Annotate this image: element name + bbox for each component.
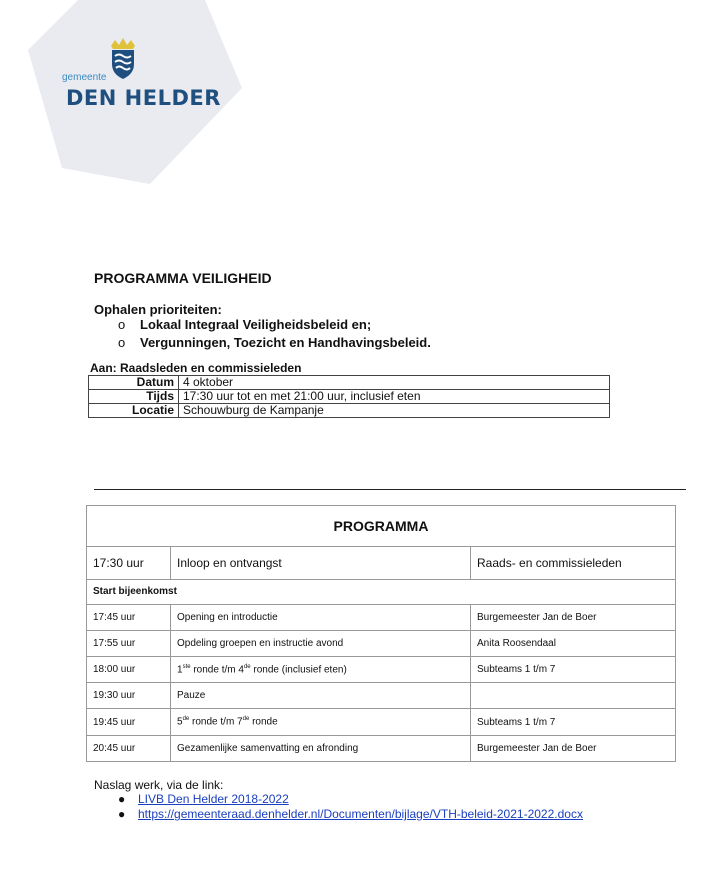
- crest-shield-icon: [108, 38, 138, 80]
- activity-text: 1: [177, 664, 183, 676]
- bullet-marker: o: [118, 317, 126, 332]
- recipients-line: Aan: Raadsleden en commissieleden: [90, 361, 302, 375]
- references-list: [118, 792, 583, 822]
- info-value: 4 oktober: [179, 376, 610, 390]
- table-row: [87, 709, 676, 736]
- participants-cell: Raads- en commissieleden: [471, 547, 676, 580]
- table-row: [87, 579, 676, 604]
- document-title: PROGRAMMA VEILIGHEID: [94, 270, 272, 286]
- time-cell: 20:45 uur: [87, 735, 171, 761]
- horizontal-divider: [94, 489, 686, 490]
- participants-cell: Burgemeester Jan de Boer: [471, 604, 676, 630]
- time-cell: 17:30 uur: [87, 547, 171, 580]
- activity-text: ronde t/m 4: [190, 664, 244, 676]
- priority-text: Vergunningen, Toezicht en Handhavingsbeleid.: [140, 335, 431, 350]
- time-cell: 18:00 uur: [87, 656, 171, 683]
- section-header: Start bijeenkomst: [87, 579, 676, 604]
- priorities-list: [118, 316, 431, 352]
- activity-text: ronde (inclusief eten): [250, 664, 347, 676]
- info-value: Schouwburg de Kampanje: [179, 404, 610, 418]
- table-row: [87, 735, 676, 761]
- priority-text: Lokaal Integraal Veiligheidsbeleid en;: [140, 317, 372, 332]
- participants-cell: Anita Roosendaal: [471, 630, 676, 656]
- table-row: [87, 683, 676, 709]
- references-title: Naslag werk, via de link:: [94, 778, 224, 792]
- table-row: [87, 656, 676, 683]
- activity-cell: Inloop en ontvangst: [171, 547, 471, 580]
- activity-cell: Gezamenlijke samenvatting en afronding: [171, 735, 471, 761]
- logo-small-text: gemeente: [62, 72, 107, 83]
- activity-text: ronde: [249, 716, 278, 728]
- livb-link[interactable]: LIVB Den Helder 2018-2022: [138, 792, 289, 806]
- table-row: [87, 506, 676, 547]
- list-item: [118, 316, 431, 334]
- programme-heading: PROGRAMMA: [87, 506, 676, 547]
- table-row: [87, 604, 676, 630]
- ordinal-suffix: de: [242, 716, 250, 723]
- priorities-heading: Ophalen prioriteiten:: [94, 302, 222, 317]
- participants-cell: [471, 683, 676, 709]
- activity-cell: Opening en introductie: [171, 604, 471, 630]
- programme-table: [86, 505, 676, 762]
- ordinal-suffix: ste: [182, 663, 191, 670]
- vth-beleid-link[interactable]: https://gemeenteraad.denhelder.nl/Documenten/bijlage/VTH-beleid-2021-2022.docx: [138, 807, 583, 821]
- den-helder-logo: [62, 38, 222, 118]
- table-row: [89, 404, 610, 418]
- time-cell: 17:45 uur: [87, 604, 171, 630]
- list-item: [118, 334, 431, 352]
- info-value: 17:30 uur tot en met 21:00 uur, inclusief eten: [179, 390, 610, 404]
- logo-big-text: DEN HELDER: [66, 86, 221, 110]
- table-row: [89, 390, 610, 404]
- activity-cell: [171, 709, 471, 736]
- bullet-marker: ●: [118, 807, 126, 821]
- time-cell: 19:45 uur: [87, 709, 171, 736]
- activity-text: 5: [177, 716, 183, 728]
- info-key: Locatie: [89, 404, 179, 418]
- activity-cell: Opdeling groepen en instructie avond: [171, 630, 471, 656]
- table-row: [87, 547, 676, 580]
- table-row: [89, 376, 610, 390]
- time-cell: 17:55 uur: [87, 630, 171, 656]
- info-key: Tijds: [89, 390, 179, 404]
- ordinal-suffix: de: [182, 716, 190, 723]
- meeting-info-table: [88, 375, 610, 418]
- participants-cell: Subteams 1 t/m 7: [471, 709, 676, 736]
- activity-cell: Pauze: [171, 683, 471, 709]
- info-key: Datum: [89, 376, 179, 390]
- participants-cell: Subteams 1 t/m 7: [471, 656, 676, 683]
- bullet-marker: ●: [118, 792, 126, 806]
- participants-cell: Burgemeester Jan de Boer: [471, 735, 676, 761]
- list-item: [118, 807, 583, 822]
- bullet-marker: o: [118, 335, 126, 350]
- list-item: [118, 792, 583, 807]
- activity-text: ronde t/m 7: [189, 716, 243, 728]
- time-cell: 19:30 uur: [87, 683, 171, 709]
- ordinal-suffix: de: [243, 663, 251, 670]
- activity-cell: [171, 656, 471, 683]
- table-row: [87, 630, 676, 656]
